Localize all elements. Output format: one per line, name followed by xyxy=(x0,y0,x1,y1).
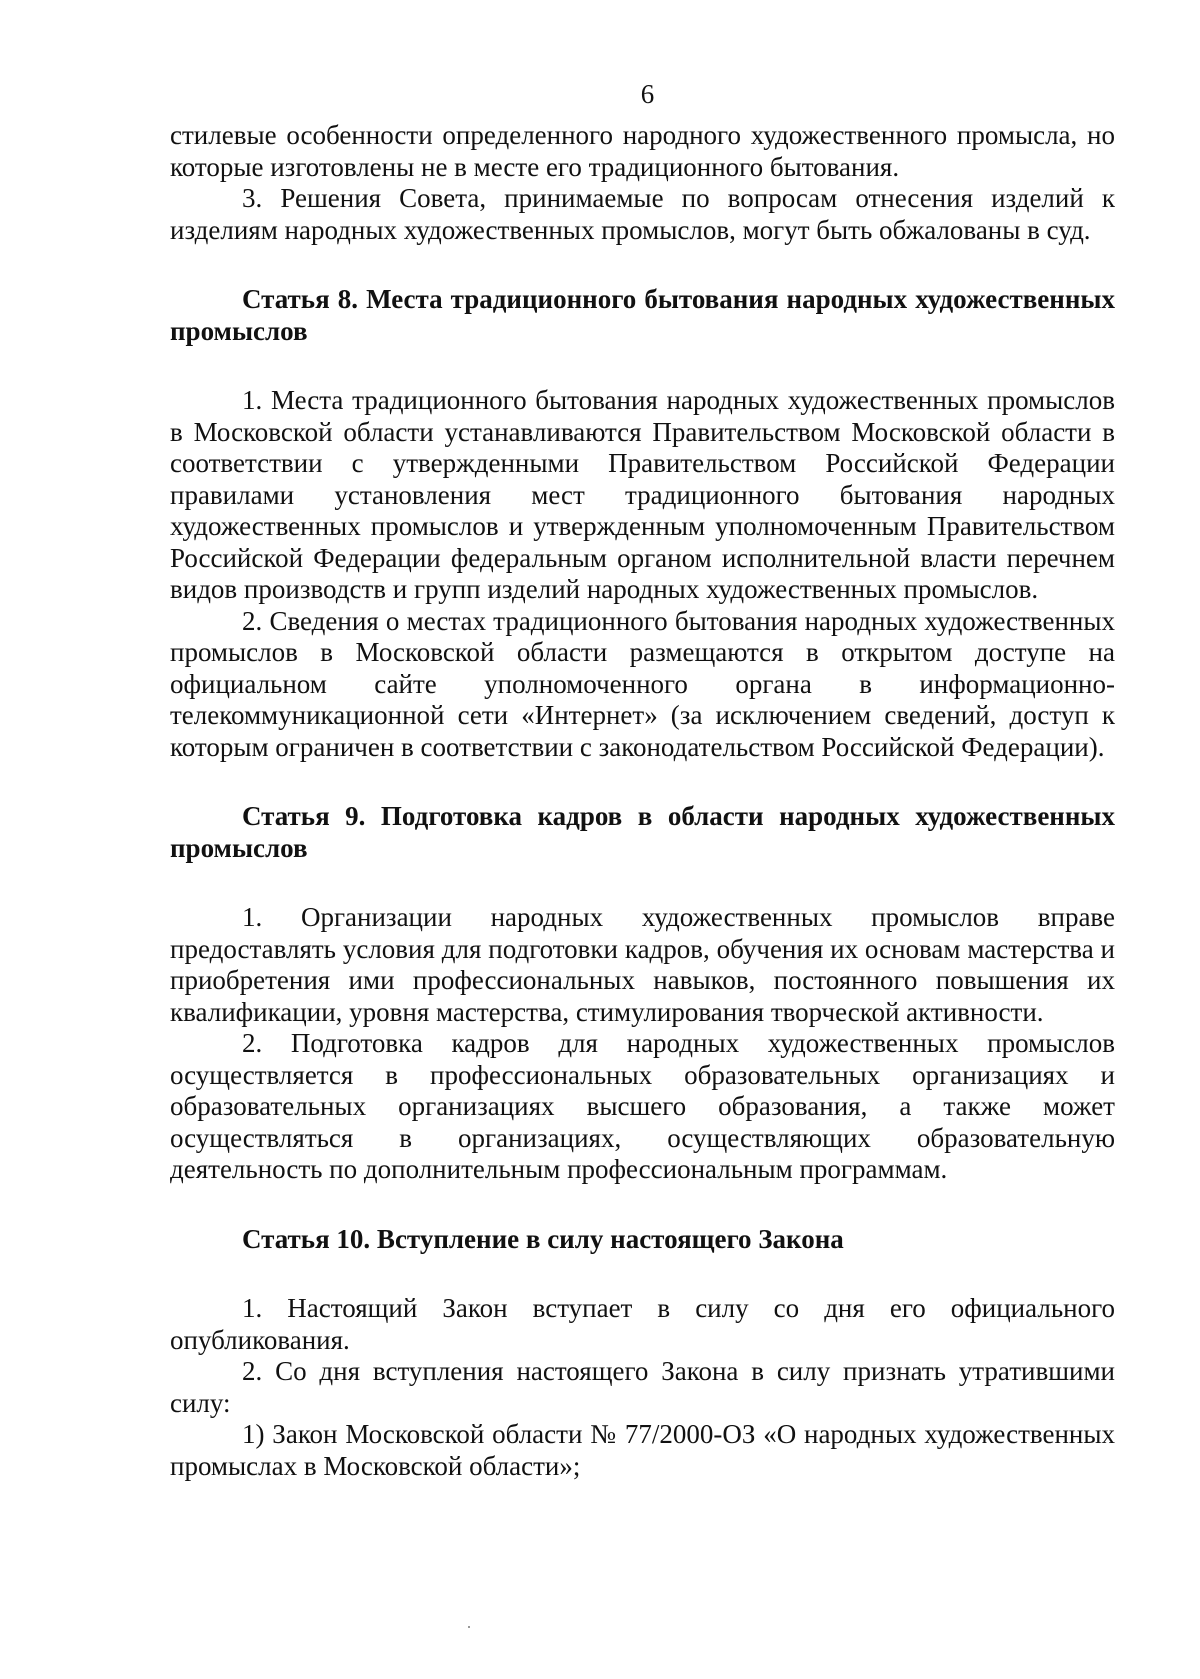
paragraph-article8-item1: 1. Места традиционного бытования народных художественных промыслов в Московской области устанавливаются Правительством Московской области в соответствии с утвержденными Правительством Российской Федерации правилами установления мест традиционного бытования народных художественных промыслов и утвержденным уполномоченным Правительством Российской Федерации федеральным органом исполнительной власти перечнем видов производств и групп изделий народных художественных промыслов. xyxy=(170,385,1115,604)
article-9-heading: Статья 9. Подготовка кадров в области народных художественных промыслов xyxy=(170,801,1115,863)
paragraph-article10-item2: 2. Со дня вступления настоящего Закона в силу признать утратившими силу: xyxy=(170,1356,1115,1418)
paragraph-article10-item1: 1. Настоящий Закон вступает в силу со дня его официального опубликования. xyxy=(170,1293,1115,1355)
article-8-heading: Статья 8. Места традиционного бытования народных художественных промыслов xyxy=(170,284,1115,346)
article-10-heading: Статья 10. Вступление в силу настоящего Закона xyxy=(242,1223,844,1254)
scan-speck xyxy=(468,1626,470,1628)
paragraph-article7-item3: 3. Решения Совета, принимаемые по вопросам отнесения изделий к изделиям народных художественных промыслов, могут быть обжалованы в суд. xyxy=(170,183,1115,245)
paragraph-article9-item1: 1. Организации народных художественных промыслов вправе предоставлять условия для подготовки кадров, обучения их основам мастерства и приобретения ими профессиональных навыков, постоянного повышения их квалификации, уровня мастерства, стимулирования творческой активности. xyxy=(170,902,1115,1027)
document-page xyxy=(170,78,1115,1482)
paragraph-article8-item2: 2. Сведения о местах традиционного бытования народных художественных промыслов в Московской области размещаются в открытом доступе на официальном сайте уполномоченного органа в информационно-телекоммуникационной сети «Интернет» (за исключением сведений, доступ к которым ограничен в соответствии с законодательством Российской Федерации). xyxy=(170,605,1115,762)
paragraph-article10-item2-sub1: 1) Закон Московской области № 77/2000-ОЗ «О народных художественных промыслах в Московской области»; xyxy=(170,1419,1115,1481)
paragraph-continuation: стилевые особенности определенного народного художественного промысла, но которые изготовлены не в месте его традиционного бытования. xyxy=(170,120,1115,182)
page-number: 6 xyxy=(640,79,655,109)
paragraph-article9-item2: 2. Подготовка кадров для народных художественных промыслов осуществляется в профессиональных образовательных организациях и образовательных организациях высшего образования, а также может осуществляться в организациях, осуществляющих образовательную деятельность по дополнительным профессиональным программам. xyxy=(170,1028,1115,1184)
